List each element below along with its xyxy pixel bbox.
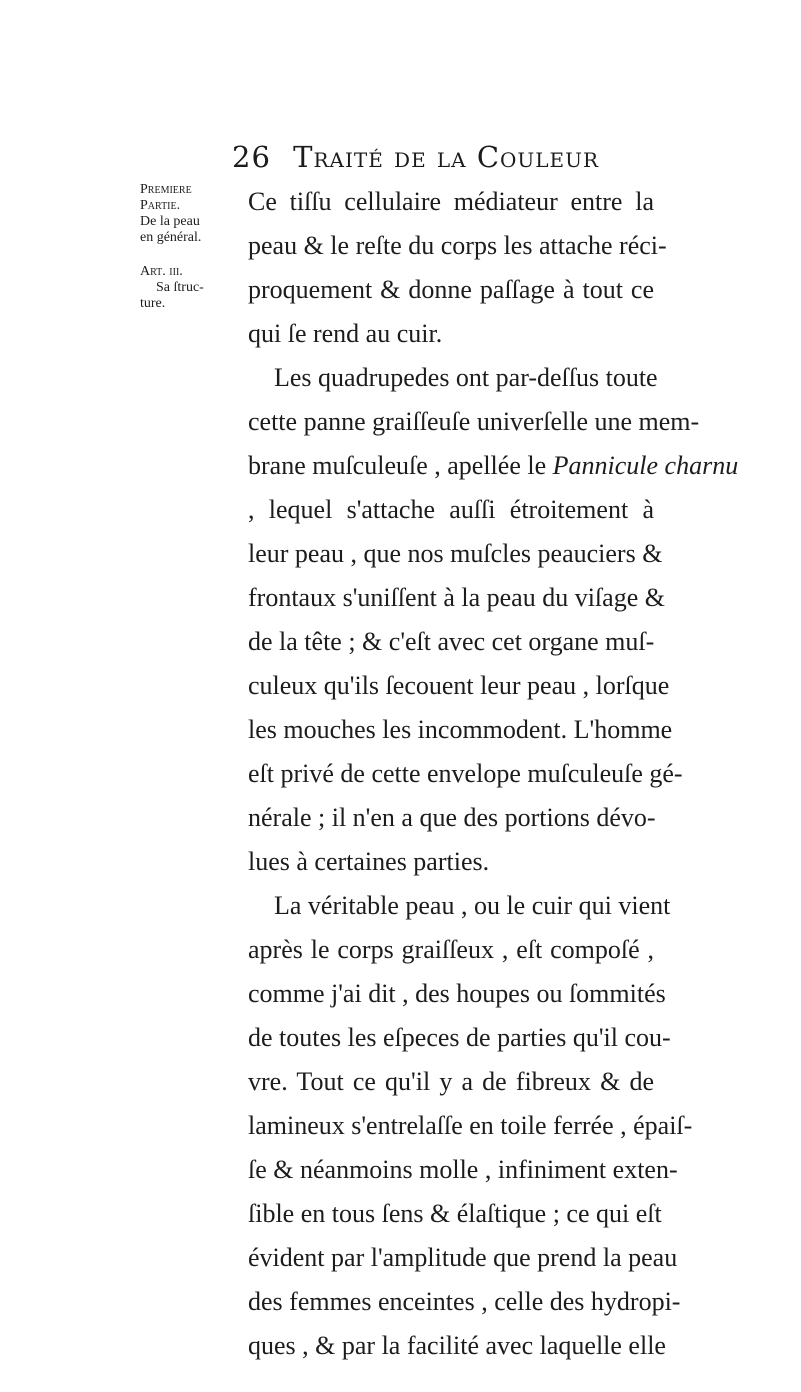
text-fragment: brane muſculeuſe , apellée le bbox=[248, 451, 553, 480]
term-pannicule: Pannicule charnu bbox=[552, 451, 739, 480]
text-line: ques , & par la facilité avec laquelle elle bbox=[248, 1331, 666, 1360]
margin-part-label-2: Partie. bbox=[140, 198, 181, 213]
text-line: vre. Tout ce qu'il y a de fibreux & de bbox=[248, 1067, 654, 1096]
text-line-with-term bbox=[248, 444, 739, 488]
page-number: 26 bbox=[232, 140, 271, 174]
margin-notes bbox=[140, 180, 244, 312]
text-line: de la tête ; & c'eſt avec cet organe muſ- bbox=[248, 627, 655, 656]
text-line: comme j'ai dit , des houpes ou ſommités bbox=[248, 979, 666, 1008]
text-line: Les quadrupedes ont par-deſſus toute bbox=[274, 363, 658, 392]
text-line: ſible en tous ſens & élaſtique ; ce qui eſt bbox=[248, 1199, 662, 1228]
text-line: après le corps graiſſeux , eſt compoſé , bbox=[248, 935, 654, 964]
text-line: qui ſe rend au cuir. bbox=[248, 319, 443, 348]
text-line: peau & le reſte du corps les attache réci- bbox=[248, 231, 667, 260]
text-line: eſt privé de cette envelope muſculeuſe gé- bbox=[248, 759, 683, 788]
text-line: La véritable peau , ou le cuir qui vient bbox=[274, 891, 671, 920]
text-line: les mouches les incommodent. L'homme bbox=[248, 715, 673, 744]
text-line: cette panne graiſſeuſe univerſelle une mem- bbox=[248, 407, 700, 436]
body-text bbox=[248, 180, 739, 1368]
text-line: nérale ; il n'en a que des portions dévo- bbox=[248, 803, 656, 832]
text-line: évident par l'amplitude que prend la peau bbox=[248, 1243, 678, 1272]
text-line: Ce tiſſu cellulaire médiateur entre la bbox=[248, 187, 654, 216]
margin-article: Art. iii. bbox=[140, 264, 183, 279]
text-line: lues à certaines parties. bbox=[248, 847, 490, 876]
text-line: ſe & néanmoins molle , infiniment exten- bbox=[248, 1155, 678, 1184]
margin-section: De la peau bbox=[140, 214, 200, 229]
text-line: lamineux s'entrelaſſe en toile ferrée , épaiſ- bbox=[248, 1111, 693, 1140]
margin-section-2: en général. bbox=[140, 230, 202, 245]
text-line: des femmes enceintes , celle des hydropi- bbox=[248, 1287, 681, 1316]
text-line: leur peau , que nos muſcles peauciers & bbox=[248, 539, 663, 568]
running-header bbox=[232, 140, 599, 174]
text-line: , lequel s'attache auſſi étroitement à bbox=[248, 495, 654, 524]
text-line: de toutes les eſpeces de parties qu'il cou- bbox=[248, 1023, 671, 1052]
margin-structure-2: ture. bbox=[140, 296, 166, 311]
text-line: frontaux s'uniſſent à la peau du viſage & bbox=[248, 583, 665, 612]
text-line: culeux qu'ils ſecouent leur peau , lorſque bbox=[248, 671, 670, 700]
margin-structure: Sa ſtruc- bbox=[156, 280, 204, 295]
running-title: Traité de la Couleur bbox=[293, 140, 600, 174]
margin-part-label: Premiere bbox=[140, 182, 192, 197]
text-line: proquement & donne paſſage à tout ce bbox=[248, 275, 654, 304]
